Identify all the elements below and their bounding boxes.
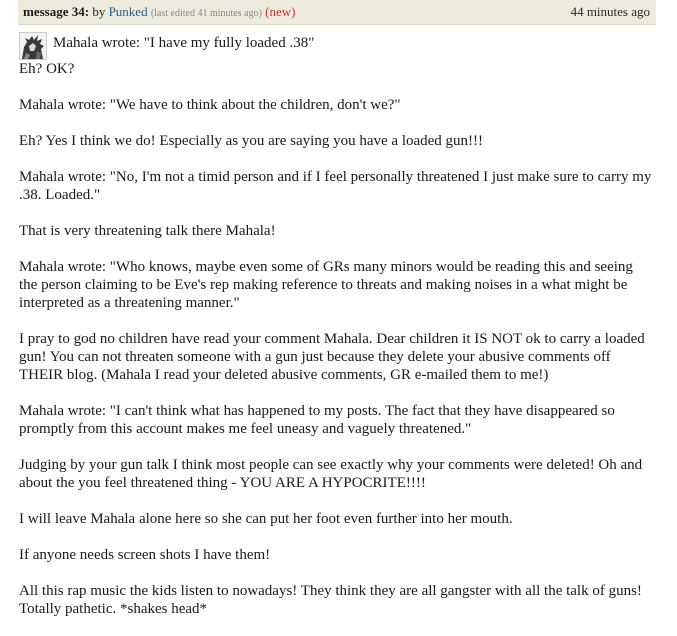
edited-note: (last edited 41 minutes ago): [150, 8, 262, 19]
post-paragraph: All this rap music the kids listen to nowadays! They think they are all gangster with all the talk of guns! Totally pathetic. *shakes head*: [19, 583, 642, 617]
new-badge: (new): [265, 4, 296, 19]
message-header: [18, 0, 656, 25]
post-paragraph: Mahala wrote: "No, I'm not a timid person and if I feel personally threatened I just make sure to carry my .38. Loaded.": [19, 169, 652, 203]
user-avatar-icon[interactable]: [19, 32, 47, 60]
post-paragraph: Mahala wrote: "Who knows, maybe even some of GRs many minors would be reading this and seeing the person claiming to be Eve's rep making reference to threats and making noises in a what might be interpreted as a threatening manner.": [19, 259, 633, 311]
message-number: message 34:: [23, 4, 90, 19]
post-paragraph: Mahala wrote: "I can't think what has happened to my posts. The fact that they have disappeared so promptly from this account makes me feel uneasy and vaguely threatened.": [19, 403, 615, 437]
post-paragraph: That is very threatening talk there Mahala!: [19, 223, 276, 239]
post-paragraph: Mahala wrote: "We have to think about the children, don't we?": [19, 97, 401, 113]
message-meta: [23, 0, 296, 26]
by-label: by: [92, 4, 106, 19]
reply-line: Eh? OK?: [19, 61, 75, 77]
post-paragraph: I will leave Mahala alone here so she can put her foot even further into her mouth.: [19, 511, 513, 527]
first-quote: [53, 34, 654, 60]
quote-line: Mahala wrote: "I have my fully loaded .38": [53, 35, 315, 51]
message-timestamp: 44 minutes ago: [570, 4, 650, 19]
post-paragraph: If anyone needs screen shots I have them!: [19, 547, 271, 563]
post-paragraph: I pray to god no children have read your comment Mahala. Dear children it IS NOT ok to carry a loaded gun! You can not threaten someone with a gun just because they delete your abusive comments off THEIR blog. (Mahala I read your deleted abusive comments, GR e-mailed them to me!): [19, 331, 645, 383]
post-paragraph: Eh? Yes I think we do! Especially as you are saying you have a loaded gun!!!: [19, 133, 484, 149]
author-link[interactable]: Punked: [108, 4, 148, 19]
post-paragraph: Judging by your gun talk I think most people can see exactly why your comments were deleted! Oh and about the you feel threatened thing - YOU ARE A HYPOCRITE!!!!: [19, 457, 643, 491]
message-body: [19, 32, 654, 636]
